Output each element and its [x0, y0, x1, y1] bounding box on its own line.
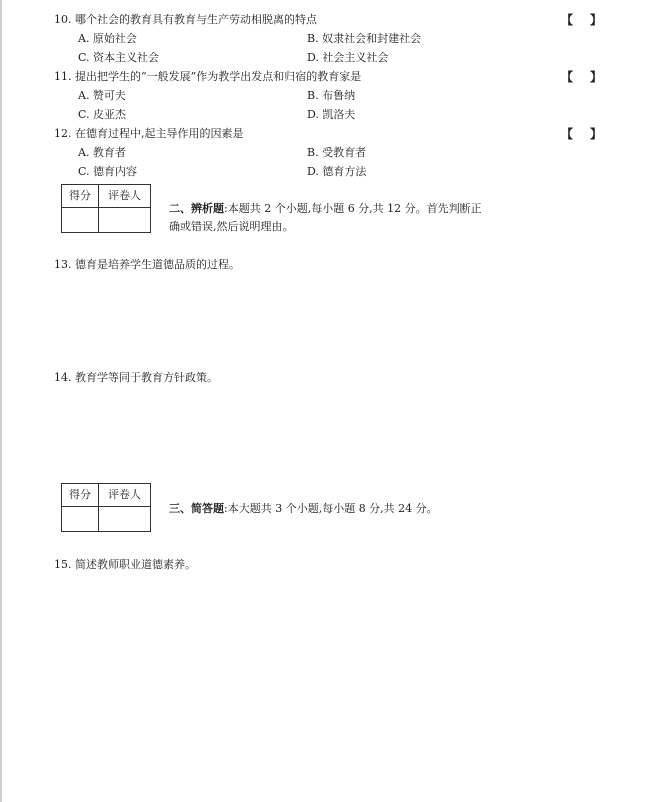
- question-10-option-b: B. 奴隶社会和封建社会: [307, 32, 422, 45]
- question-11-stem: 11. 提出把学生的“一般发展”作为教学出发点和归宿的教育家是: [54, 70, 362, 83]
- question-14-stem: 14. 教育学等同于教育方针政策。: [54, 371, 218, 384]
- section-3-instruction: [169, 502, 438, 516]
- page-left-edge: [0, 0, 2, 802]
- section-2-score-label: 得分: [62, 185, 99, 208]
- question-11-option-b: B. 布鲁纳: [307, 89, 356, 102]
- section-3-score-table: [61, 483, 151, 532]
- question-10-option-d: D. 社会主义社会: [307, 51, 389, 64]
- question-12-option-d: D. 德育方法: [307, 165, 367, 178]
- section-3-grader-label: 评卷人: [99, 484, 151, 507]
- question-12-option-a: A. 教育者: [78, 146, 126, 159]
- question-12-bracket-open: 【: [561, 127, 574, 141]
- question-10-bracket-close: 】: [590, 13, 603, 27]
- question-12-bracket-close: 】: [590, 127, 603, 141]
- section-2-title: 二、辨析题: [169, 202, 224, 215]
- section-2-score-table: [61, 184, 151, 233]
- section-3-text: :本大题共 3 个小题,每小题 8 分,共 24 分。: [224, 502, 438, 515]
- section-3-score-label: 得分: [62, 484, 99, 507]
- section-2-instruction-line-1: [169, 202, 482, 216]
- question-10-option-c: C. 资本主义社会: [78, 51, 160, 64]
- question-10-stem: 10. 哪个社会的教育具有教育与生产劳动相脱离的特点: [54, 13, 317, 26]
- section-2-grader-cell: [99, 208, 151, 233]
- section-2-grader-label: 评卷人: [99, 185, 151, 208]
- question-11-bracket-close: 】: [590, 70, 603, 84]
- question-10-option-a: A. 原始社会: [78, 32, 137, 45]
- section-3-score-cell: [62, 507, 99, 532]
- question-15-stem: 15. 简述教师职业道德素养。: [54, 558, 196, 571]
- section-2-text-line-2: 确或错误,然后说明理由。: [169, 220, 294, 233]
- section-3-grader-cell: [99, 507, 151, 532]
- question-11-option-c: C. 皮亚杰: [78, 108, 127, 121]
- section-3-title: 三、简答题: [169, 502, 224, 515]
- question-13-stem: 13. 德育是培养学生道德品质的过程。: [54, 258, 240, 271]
- section-2-text-line-1: :本题共 2 个小题,每小题 6 分,共 12 分。首先判断正: [224, 202, 482, 215]
- section-2-score-cell: [62, 208, 99, 233]
- question-11-bracket-open: 【: [561, 70, 574, 84]
- question-12-option-b: B. 受教育者: [307, 146, 367, 159]
- question-10-bracket-open: 【: [561, 13, 574, 27]
- question-12-option-c: C. 德育内容: [78, 165, 138, 178]
- question-11-option-a: A. 赞可夫: [78, 89, 126, 102]
- question-12-stem: 12. 在德育过程中,起主导作用的因素是: [54, 127, 244, 140]
- question-11-option-d: D. 凯洛夫: [307, 108, 356, 121]
